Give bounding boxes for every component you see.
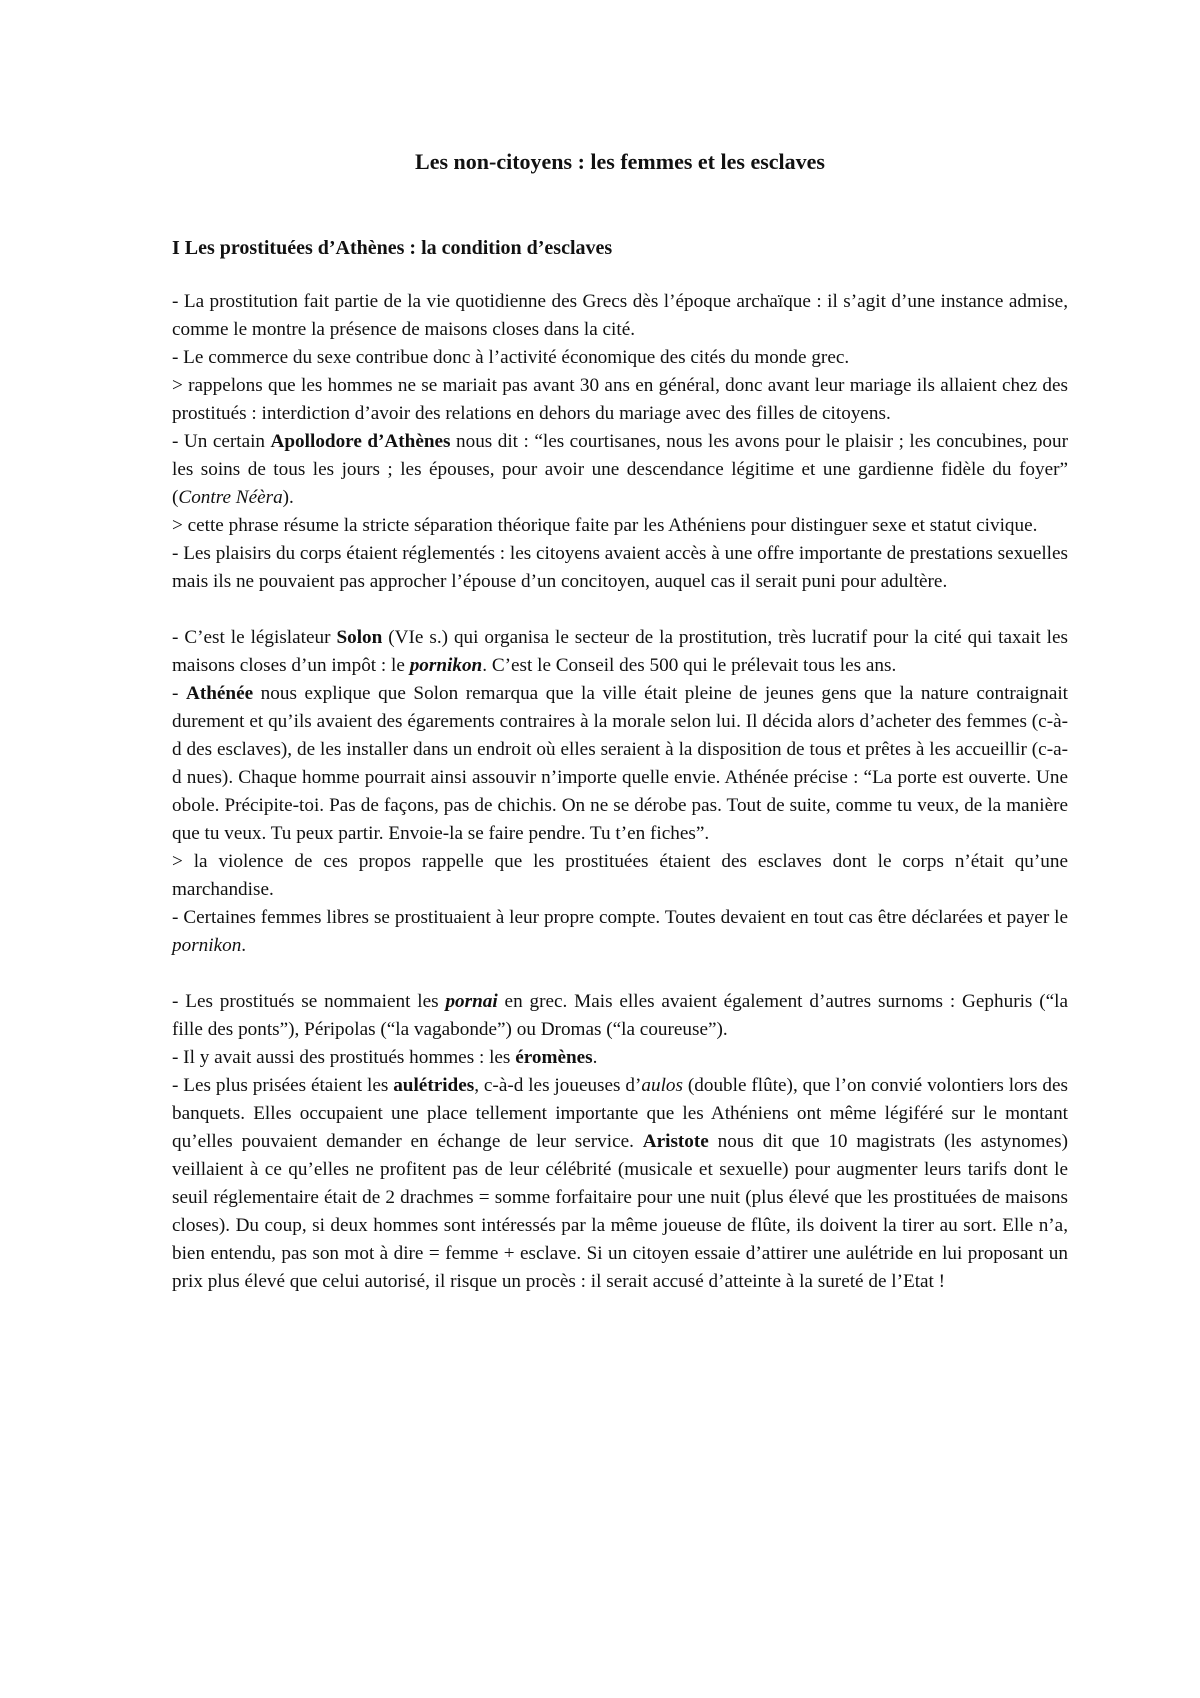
paragraph: > cette phrase résume la stricte séparation théorique faite par les Athéniens pour distinguer sexe et statut civique. bbox=[172, 515, 1038, 536]
text-run: . bbox=[592, 1047, 598, 1068]
text-run: - bbox=[172, 683, 186, 704]
document-body bbox=[172, 288, 1068, 1296]
page-title: Les non-citoyens : les femmes et les esclaves bbox=[415, 149, 825, 174]
bold-term-auletrides: aulétrides bbox=[393, 1075, 475, 1096]
paragraph: - La prostitution fait partie de la vie quotidienne des Grecs dès l’époque archaïque : il s’agit d’une instance admise, comme le montre la présence de maisons closes dans la cité. bbox=[172, 291, 1068, 340]
paragraph-gap bbox=[172, 960, 1068, 988]
paragraph bbox=[172, 428, 1068, 512]
text-run: . C’est le Conseil des 500 qui le prélevait tous les ans. bbox=[482, 655, 897, 676]
paragraph: > rappelons que les hommes ne se mariait pas avant 30 ans en général, donc avant leur mariage ils allaient chez des prostitués : interdiction d’avoir des relations en dehors du mariage avec des filles de citoyens. bbox=[172, 375, 1068, 424]
bold-italic-term-pornai: pornai bbox=[445, 991, 498, 1012]
paragraph bbox=[172, 1072, 1068, 1296]
paragraph bbox=[172, 1044, 1068, 1072]
bold-term-eromenes: éromènes bbox=[515, 1047, 593, 1068]
bold-name-athenee: Athénée bbox=[185, 683, 254, 704]
text-run: nous explique que Solon remarqua que la ville était pleine de jeunes gens que la nature contraignait durement et qu’ils avaient des égarements contraires à la morale selon lui. Il décida alors d’acheter des femmes (c-à-d des esclaves), de les installer dans un endroit où elles seraient à la disposition de tous et prêtes à les accueillir (c-a-d nues). Chaque homme pourrait ainsi assouvir n’importe quelle envie. Athénée précise : “La porte est ouverte. Une obole. Précipite-toi. Pas de façons, pas de chichis. On ne se dérobe pas. Tout de suite, comme tu veux, de la manière que tu veux. Tu peux partir. Envoie-la se faire pendre. Tu t’en fiches”. bbox=[172, 683, 1069, 844]
text-run: nous dit que 10 magistrats (les astynomes) veillaient à ce qu’elles ne profitent pas de leur célébrité (musicale et sexuelle) pour augmenter leurs tarifs dont le seuil réglementaire était de 2 drachmes = somme forfaitaire pour une nuit (plus élevé que les prostituées de maisons closes). Du coup, si deux hommes sont intéressés par la même joueuse de flûte, ils doivent la tirer au sort. Elle n’a, bien entendu, pas son mot à dire = femme + esclave. Si un citoyen essaie d’attirer une aulétride en lui proposant un prix plus élevé que celui autorisé, il risque un procès : il serait accusé d’atteinte à la sureté de l’Etat ! bbox=[172, 1131, 1068, 1292]
italic-term-aulos: aulos bbox=[641, 1075, 683, 1096]
paragraph bbox=[172, 680, 1068, 848]
text-run: - C’est le législateur bbox=[172, 627, 337, 648]
text-run: , c-à-d les joueuses d’ bbox=[474, 1075, 642, 1096]
italic-title-contre-neera: Contre Néèra bbox=[178, 487, 283, 508]
bold-name-solon: Solon bbox=[336, 627, 383, 648]
bold-name-apollodore: Apollodore d’Athènes bbox=[270, 431, 451, 452]
paragraph bbox=[172, 988, 1068, 1044]
paragraph: > la violence de ces propos rappelle que les prostituées étaient des esclaves dont le corps n’était qu’une marchandise. bbox=[172, 851, 1068, 900]
text-run: en grec. Mais elles avaient également d’autres surnoms : Gephuris (“la fille des ponts”), Péripolas (“la vagabonde”) ou Dromas (“la coureuse”). bbox=[172, 991, 1068, 1040]
text-run: . bbox=[241, 935, 247, 956]
text-run: - Les plus prisées étaient les bbox=[172, 1075, 394, 1096]
text-run: (VIe s.) qui organisa le secteur de la prostitution, très lucratif pour la cité qui taxait les maisons closes d’un impôt : le bbox=[172, 627, 1068, 676]
bold-italic-term-pornikon: pornikon bbox=[409, 655, 483, 676]
paragraph bbox=[172, 904, 1068, 960]
text-run: - Les prostitués se nommaient les bbox=[172, 991, 446, 1012]
text-run: - Un certain bbox=[172, 431, 271, 452]
bold-name-aristote: Aristote bbox=[642, 1131, 709, 1152]
text-run: (double flûte), que l’on convié volontiers lors des banquets. Elles occupaient une place tellement importante que les Athéniens ont même légiféré sur le montant qu’elles pouvaient demander en échange de leur service. bbox=[172, 1075, 1068, 1152]
text-run: ). bbox=[282, 487, 294, 508]
paragraph-gap bbox=[172, 596, 1068, 624]
paragraph: - Le commerce du sexe contribue donc à l’activité économique des cités du monde grec. bbox=[172, 347, 850, 368]
paragraph: - Les plaisirs du corps étaient réglementés : les citoyens avaient accès à une offre importante de prestations sexuelles mais ils ne pouvaient pas approcher l’épouse d’un concitoyen, auquel cas il serait puni pour adultère. bbox=[172, 543, 1068, 592]
section-heading: I Les prostituées d’Athènes : la condition d’esclaves bbox=[172, 237, 613, 259]
text-run: - Certaines femmes libres se prostituaient à leur propre compte. Toutes devaient en tout cas être déclarées et payer le bbox=[172, 907, 1068, 928]
paragraph bbox=[172, 624, 1068, 680]
italic-term-pornikon: pornikon bbox=[172, 935, 242, 956]
text-run: nous dit : “les courtisanes, nous les avons pour le plaisir ; les concubines, pour les soins de tous les jours ; les épouses, pour avoir une descendance légitime et une gardienne fidèle du foyer” ( bbox=[172, 431, 1068, 508]
text-run: - Il y avait aussi des prostitués hommes : les bbox=[172, 1047, 516, 1068]
